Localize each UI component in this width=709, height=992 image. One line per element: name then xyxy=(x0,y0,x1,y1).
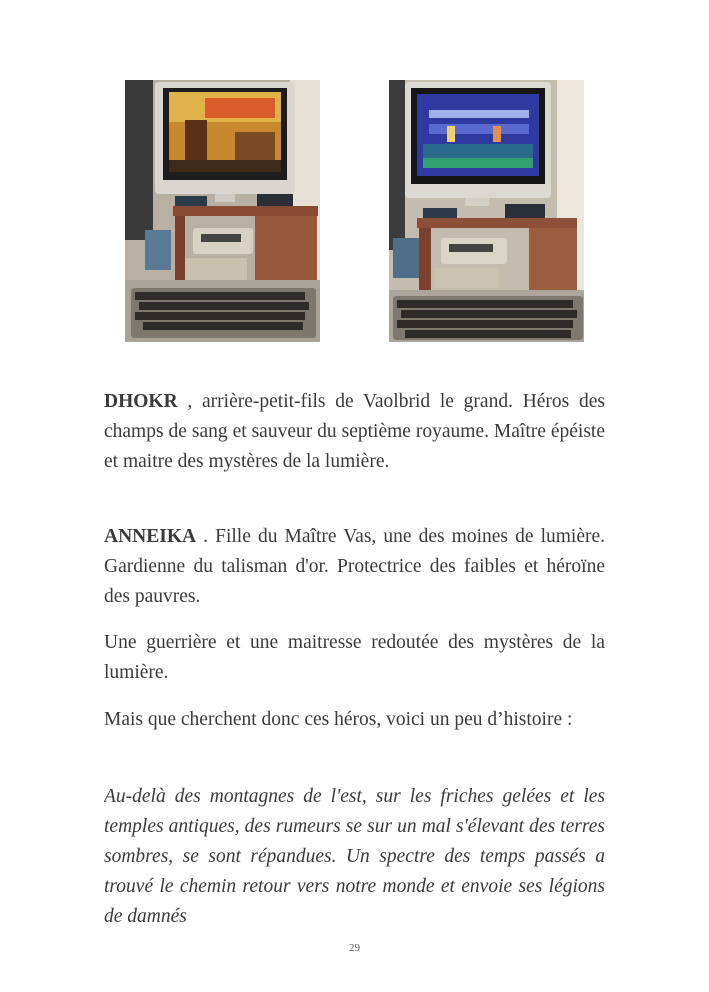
character-name-anneika: ANNEIKA xyxy=(104,526,197,547)
paragraph-question xyxy=(104,705,605,735)
paragraph-text: Mais que cherchent donc ces héros, voici un peu d’histoire : xyxy=(104,709,573,730)
paragraph-text: . Fille du Maître Vas, une des moines de lumière. Gardienne du talisman d'or. Protectrice des faibles et héroïne des pauvres. xyxy=(104,526,605,607)
paragraph-dhokr xyxy=(104,387,605,477)
paragraph-text: Une guerrière et une maitresse redoutée des mystères de la lumière. xyxy=(104,632,605,683)
page-number: 29 xyxy=(349,942,360,954)
paragraph-anneika xyxy=(104,522,605,612)
photo-gameplay-screen xyxy=(389,80,584,342)
paragraph-story xyxy=(104,782,605,932)
paragraph-text: , arrière-petit-fils de Vaolbrid le grand. Héros des champs de sang et sauveur du septième royaume. Maître épéiste et maitre des mystères de la lumière. xyxy=(104,391,605,472)
photo-title-screen xyxy=(125,80,320,342)
paragraph-guerriere xyxy=(104,628,605,688)
character-name-dhokr: DHOKR xyxy=(104,391,178,412)
paragraph-text: Au-delà des montagnes de l'est, sur les friches gelées et les temples antiques, des rumeurs se sur un mal s'élevant des terres sombres, se sont répandues. Un spectre des temps passés a trouvé le chemin retour vers notre monde et envoie ses légions de damnés xyxy=(104,786,605,927)
